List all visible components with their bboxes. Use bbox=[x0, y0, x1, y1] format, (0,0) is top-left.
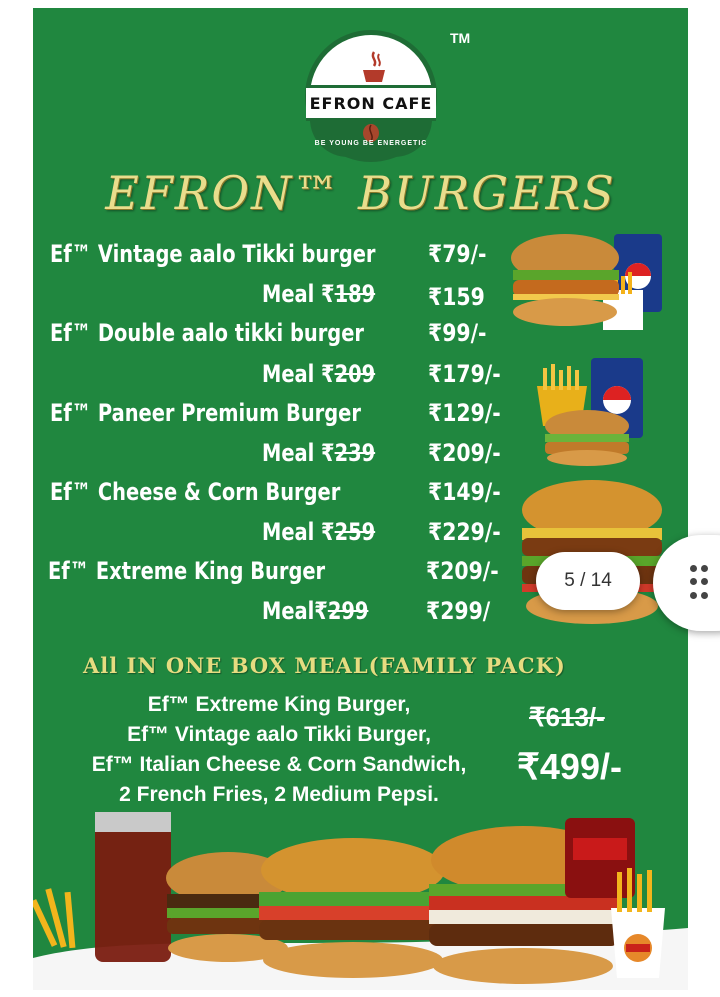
meal-price-1: ₹159 bbox=[428, 283, 485, 311]
burger-price-2: ₹99/- bbox=[428, 319, 487, 347]
meal-label-text: Meal ₹ bbox=[262, 360, 335, 388]
family-item-4: 2 French Fries, 2 Medium Pepsi. bbox=[119, 783, 439, 806]
coffee-cup-icon bbox=[360, 50, 388, 84]
meal-price-3: ₹209/- bbox=[428, 439, 501, 467]
burger-name-1: Ef™ Vintage aalo Tikki burger bbox=[50, 240, 376, 268]
family-item-1: Ef™ Extreme King Burger, bbox=[147, 693, 411, 716]
meal-label-3 bbox=[262, 439, 375, 467]
meal-label-1 bbox=[262, 280, 375, 308]
logo-brand-text: EFRON CAFE bbox=[309, 93, 433, 113]
family-item-2: Ef™ Vintage aalo Tikki Burger, bbox=[127, 723, 431, 746]
family-pack-title: All IN ONE BOX MEAL(FAMILY PACK) bbox=[83, 653, 566, 678]
meal-label-4 bbox=[262, 518, 375, 546]
menu-title: EFRON™ BURGERS bbox=[105, 166, 616, 220]
meal-old-price-1: 189 bbox=[334, 280, 376, 308]
burger-price-1: ₹79/- bbox=[428, 240, 487, 268]
burger-name-3: Ef™ Paneer Premium Burger bbox=[50, 399, 361, 427]
meal-old-price-5: 299 bbox=[327, 597, 369, 625]
burger-name-4: Ef™ Cheese & Corn Burger bbox=[50, 478, 341, 506]
menu-poster bbox=[33, 8, 688, 990]
meal-price-2: ₹179/- bbox=[428, 360, 501, 388]
family-old-price: ₹613/- bbox=[529, 702, 605, 732]
meal-old-price-2: 209 bbox=[334, 360, 376, 388]
meal-label-text: Meal ₹ bbox=[262, 439, 335, 467]
efron-cafe-logo bbox=[305, 30, 437, 162]
burger-price-3: ₹129/- bbox=[428, 399, 501, 427]
meal-old-price-3: 239 bbox=[334, 439, 376, 467]
family-pack-items bbox=[39, 690, 519, 810]
meal-label-text: Meal ₹ bbox=[262, 518, 335, 546]
trademark-mark: TM bbox=[450, 30, 471, 46]
meal-label-5 bbox=[262, 597, 368, 625]
meal-label-2 bbox=[262, 360, 375, 388]
burger-name-2: Ef™ Double aalo tikki burger bbox=[50, 319, 364, 347]
page-indicator: 5 / 14 bbox=[536, 552, 640, 610]
tikki-meal-image bbox=[509, 230, 669, 342]
meal-label-text: Meal ₹ bbox=[262, 280, 335, 308]
family-item-3: Ef™ Italian Cheese & Corn Sandwich, bbox=[91, 753, 467, 776]
food-banner-image bbox=[33, 808, 688, 990]
logo-tagline: BE YOUNG BE ENERGETIC bbox=[314, 140, 428, 147]
meal-price-5: ₹299/ bbox=[426, 597, 491, 625]
burger-price-4: ₹149/- bbox=[428, 478, 501, 506]
drag-handle-icon[interactable] bbox=[690, 565, 708, 601]
double-tikki-meal-image bbox=[533, 356, 653, 468]
meal-old-price-4: 259 bbox=[334, 518, 376, 546]
meal-price-4: ₹229/- bbox=[428, 518, 501, 546]
family-new-price: ₹499/- bbox=[517, 746, 622, 787]
burger-name-5: Ef™ Extreme King Burger bbox=[48, 557, 326, 585]
logo-band bbox=[306, 85, 436, 121]
meal-label-text: Meal₹ bbox=[262, 597, 328, 625]
burger-price-5: ₹209/- bbox=[426, 557, 499, 585]
